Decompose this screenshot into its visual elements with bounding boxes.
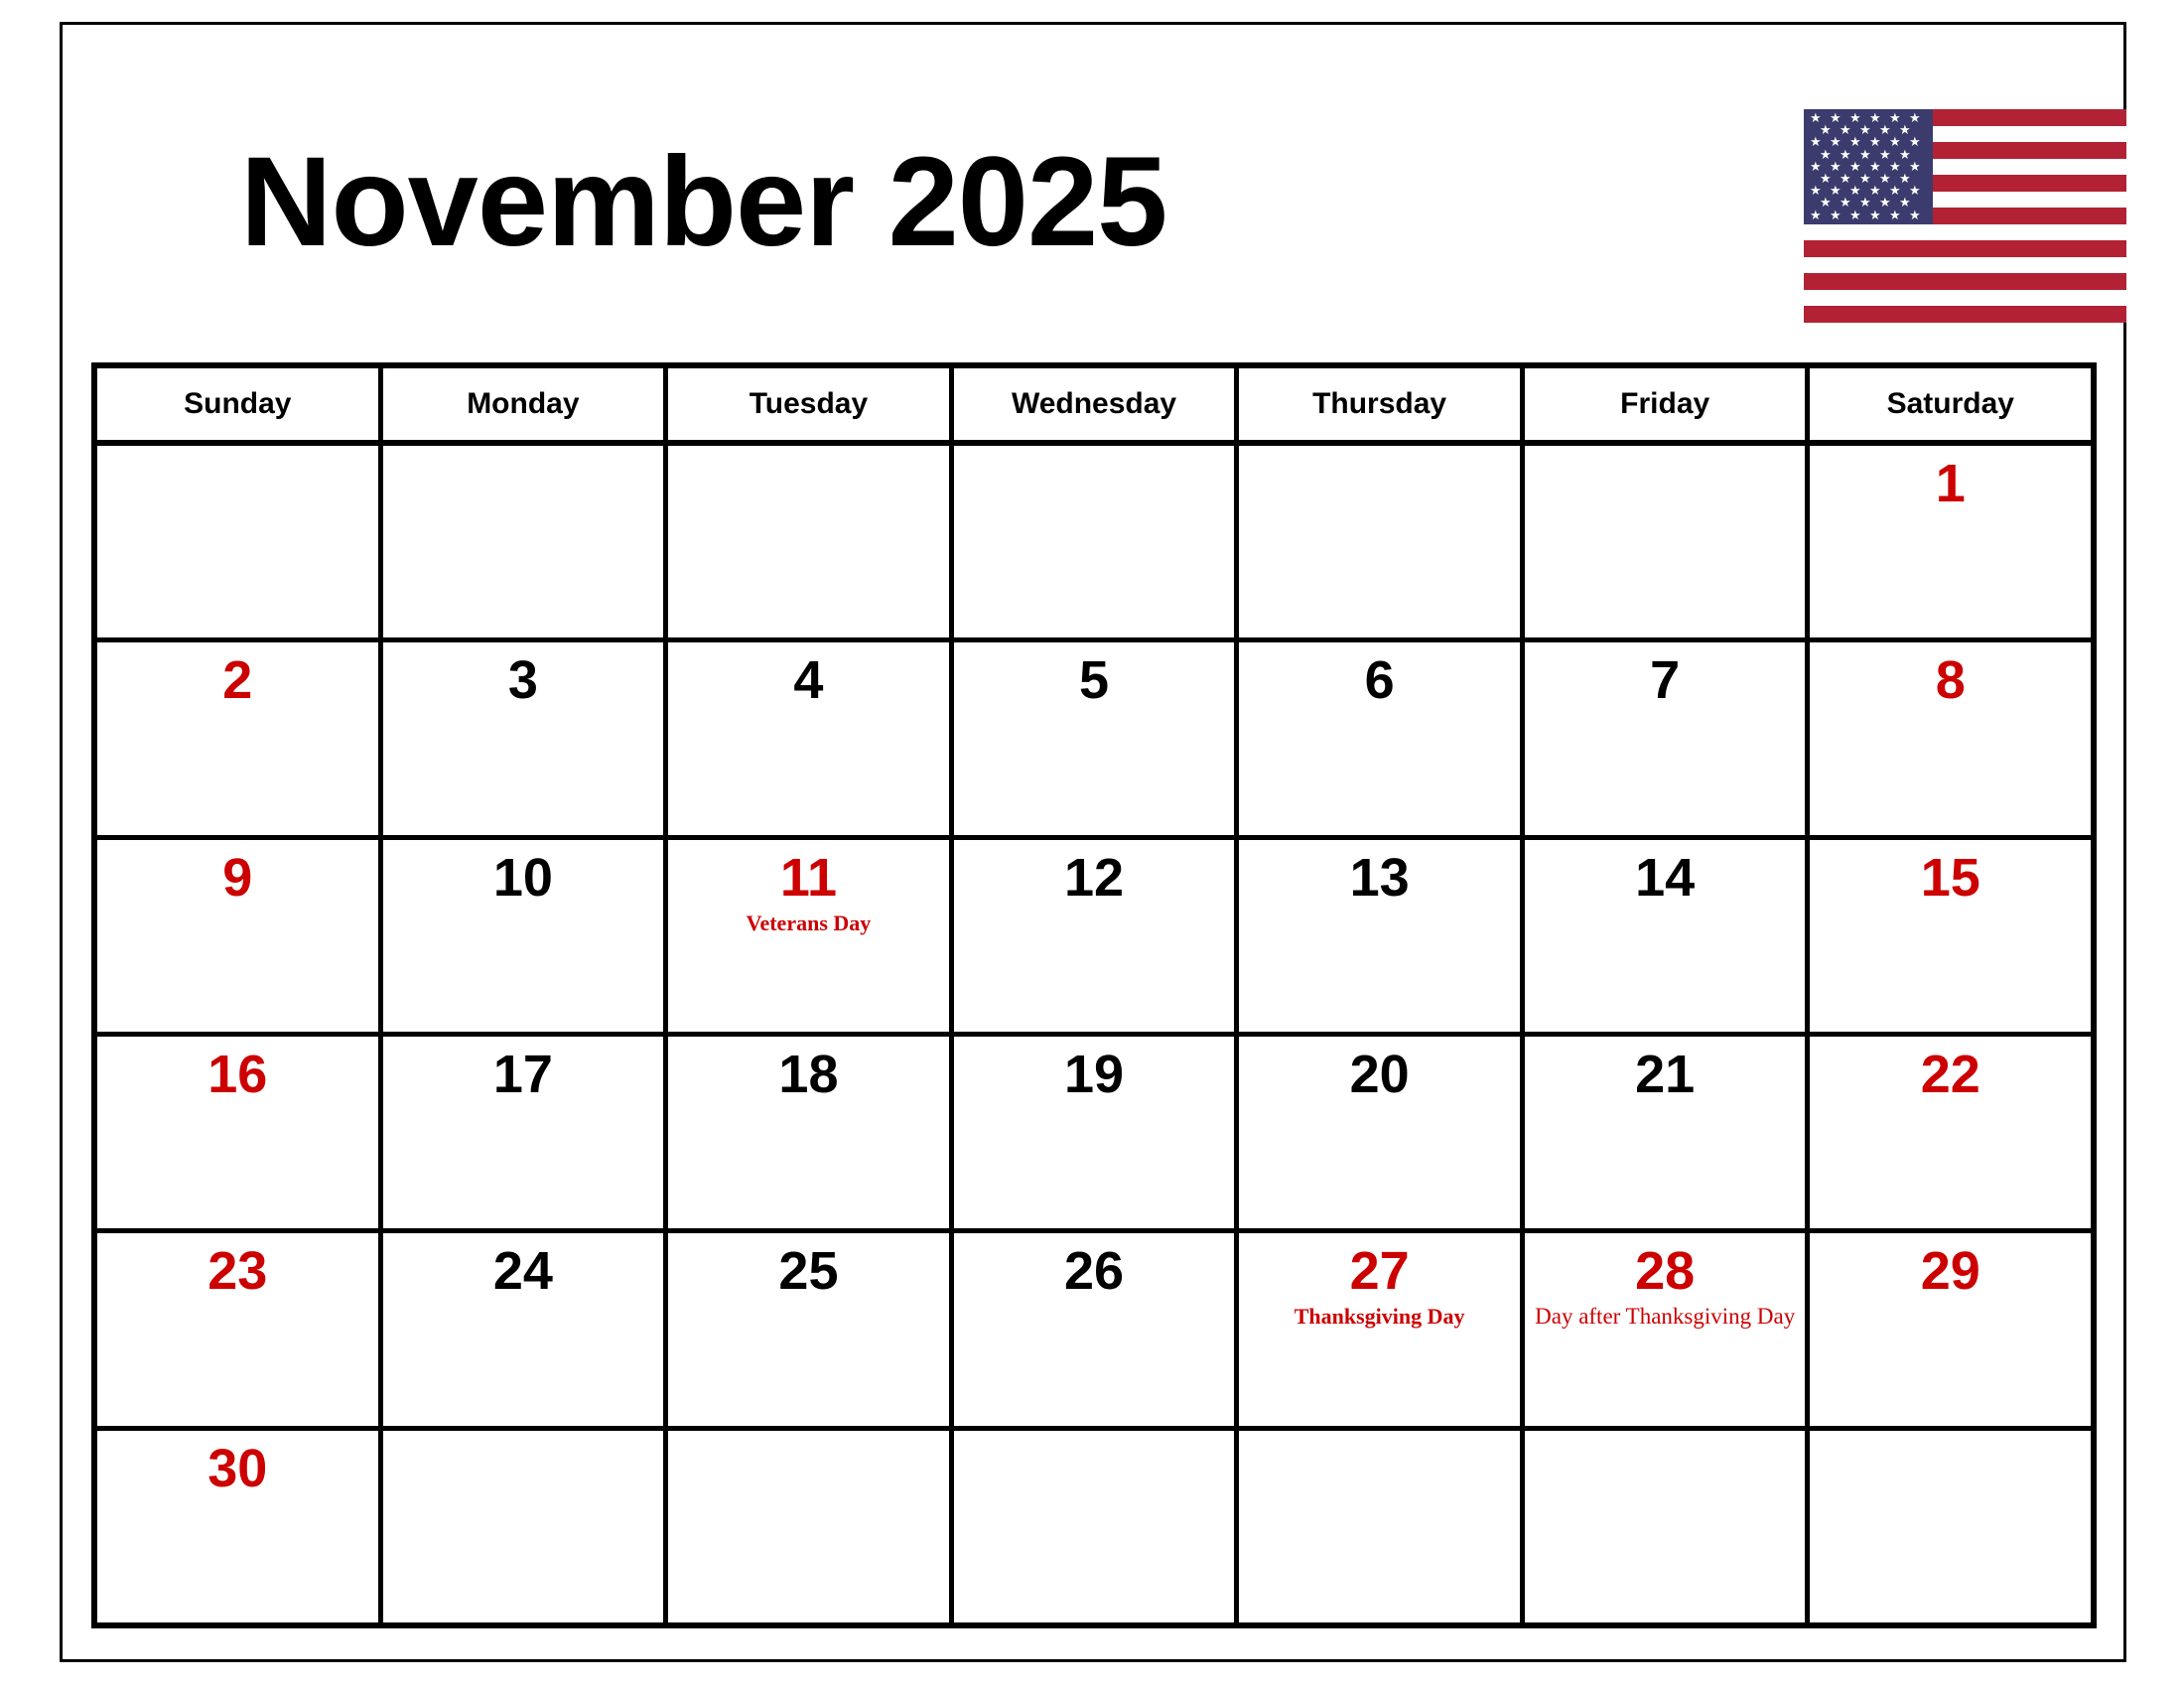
calendar-day-4[interactable] — [668, 642, 954, 834]
calendar-day-18[interactable] — [668, 1037, 954, 1228]
flag-canton — [1804, 109, 1933, 224]
calendar-day-empty — [1525, 446, 1811, 637]
calendar-day-12[interactable] — [954, 840, 1240, 1032]
flag-star: ★ — [1830, 159, 1842, 175]
calendar-day-22[interactable] — [1810, 1037, 2091, 1228]
day-number: 21 — [1635, 1044, 1696, 1104]
flag-star: ★ — [1889, 184, 1901, 200]
calendar-day-24[interactable] — [383, 1233, 669, 1425]
flag-stripe — [1804, 306, 2126, 323]
day-number: 7 — [1650, 650, 1681, 711]
day-number: 25 — [778, 1241, 839, 1302]
flag-star: ★ — [1859, 172, 1871, 187]
calendar-day-empty — [1810, 1431, 2091, 1622]
weekday-header-saturday: Saturday — [1886, 387, 2014, 420]
day-number: 3 — [507, 650, 538, 711]
day-number: 5 — [1079, 650, 1110, 711]
flag-star: ★ — [1889, 111, 1901, 126]
flag-star: ★ — [1859, 147, 1871, 163]
calendar-day-10[interactable] — [383, 840, 669, 1032]
calendar-week-row — [97, 642, 2091, 839]
flag-star: ★ — [1879, 196, 1891, 211]
calendar-day-21[interactable] — [1525, 1037, 1811, 1228]
calendar-week-row — [97, 1431, 2091, 1622]
calendar-grid — [91, 362, 2097, 1628]
calendar-day-empty — [1239, 446, 1525, 637]
weekday-header-tuesday: Tuesday — [668, 368, 954, 440]
flag-star: ★ — [1889, 159, 1901, 175]
calendar-day-empty — [383, 446, 669, 637]
weekday-header-sunday: Sunday — [97, 368, 383, 440]
calendar-day-13[interactable] — [1239, 840, 1525, 1032]
flag-star: ★ — [1820, 196, 1832, 211]
calendar-day-3[interactable] — [383, 642, 669, 834]
day-event-label: Day after Thanksgiving Day — [1535, 1304, 1796, 1330]
calendar-day-17[interactable] — [383, 1037, 669, 1228]
calendar-header — [91, 60, 2097, 338]
calendar-day-19[interactable] — [954, 1037, 1240, 1228]
calendar-week-row — [97, 840, 2091, 1037]
day-number: 12 — [1063, 847, 1125, 908]
day-number: 28 — [1635, 1241, 1696, 1302]
day-number: 22 — [1920, 1044, 1980, 1104]
flag-star: ★ — [1830, 208, 1842, 223]
flag-star: ★ — [1859, 196, 1871, 211]
flag-star: ★ — [1899, 123, 1911, 139]
day-number: 24 — [492, 1241, 553, 1302]
weekday-header-monday: Monday — [383, 368, 669, 440]
flag-star: ★ — [1830, 135, 1842, 151]
flag-star: ★ — [1849, 208, 1861, 223]
flag-star: ★ — [1810, 184, 1822, 200]
flag-star: ★ — [1899, 196, 1911, 211]
flag-star: ★ — [1899, 172, 1911, 187]
calendar-day-empty — [97, 446, 383, 637]
calendar-day-27[interactable] — [1239, 1233, 1525, 1425]
flag-star: ★ — [1810, 135, 1822, 151]
day-number: 10 — [492, 847, 553, 908]
day-number: 20 — [1349, 1044, 1410, 1104]
day-number: 2 — [222, 650, 253, 711]
flag-star: ★ — [1840, 196, 1851, 211]
day-event-label: Thanksgiving Day — [1294, 1304, 1465, 1330]
flag-star: ★ — [1849, 184, 1861, 200]
flag-stripe — [1804, 273, 2126, 290]
page-title: November 2025 — [240, 131, 1167, 273]
calendar-week-row — [97, 446, 2091, 642]
flag-star: ★ — [1810, 208, 1822, 223]
flag-star: ★ — [1909, 159, 1921, 175]
calendar-day-empty — [1525, 1431, 1811, 1622]
flag-star: ★ — [1909, 208, 1921, 223]
day-number: 9 — [222, 847, 253, 908]
day-number: 23 — [207, 1241, 268, 1302]
flag-star: ★ — [1830, 184, 1842, 200]
weekday-header-thursday: Thursday — [1239, 368, 1525, 440]
flag-star: ★ — [1820, 123, 1832, 139]
flag-star: ★ — [1810, 159, 1822, 175]
weeks-container — [97, 446, 2091, 1622]
flag-star: ★ — [1909, 135, 1921, 151]
flag-star: ★ — [1879, 172, 1891, 187]
flag-star: ★ — [1869, 208, 1881, 223]
day-number: 6 — [1364, 650, 1395, 711]
calendar-day-empty — [668, 1431, 954, 1622]
weekday-header-wednesday: Wednesday — [954, 368, 1240, 440]
day-number: 15 — [1920, 847, 1980, 908]
weekday-header-friday: Friday — [1525, 368, 1811, 440]
day-number: 18 — [778, 1044, 839, 1104]
us-flag-icon — [1804, 109, 2126, 323]
flag-star: ★ — [1810, 111, 1822, 126]
calendar-day-1[interactable] — [1810, 446, 2091, 637]
calendar-day-11[interactable] — [668, 840, 954, 1032]
flag-star: ★ — [1879, 147, 1891, 163]
calendar-day-empty — [668, 446, 954, 637]
day-number: 1 — [1935, 454, 1966, 513]
calendar-day-15[interactable] — [1810, 840, 2091, 1032]
flag-star: ★ — [1830, 111, 1842, 126]
weekday-header-row — [97, 368, 2091, 446]
flag-stripe — [1804, 290, 2126, 307]
day-number: 30 — [207, 1438, 268, 1498]
calendar-day-25[interactable] — [668, 1233, 954, 1425]
flag-star: ★ — [1840, 172, 1851, 187]
flag-star: ★ — [1869, 111, 1881, 126]
flag-stripe — [1804, 257, 2126, 274]
calendar-day-empty — [954, 446, 1240, 637]
flag-star: ★ — [1889, 208, 1901, 223]
day-number: 17 — [492, 1044, 553, 1104]
flag-star: ★ — [1859, 123, 1871, 139]
calendar-day-2[interactable] — [97, 642, 383, 834]
calendar-week-row — [97, 1233, 2091, 1430]
calendar-day-14[interactable] — [1525, 840, 1811, 1032]
flag-star: ★ — [1909, 111, 1921, 126]
flag-star: ★ — [1840, 147, 1851, 163]
day-number: 4 — [793, 650, 824, 711]
calendar-day-9[interactable] — [97, 840, 383, 1032]
calendar-day-23[interactable] — [97, 1233, 383, 1425]
day-number: 27 — [1349, 1241, 1410, 1302]
calendar-day-empty — [383, 1431, 669, 1622]
calendar-day-5[interactable] — [954, 642, 1240, 834]
flag-star: ★ — [1849, 135, 1861, 151]
day-number: 11 — [779, 847, 837, 908]
flag-star: ★ — [1899, 147, 1911, 163]
day-event-label: Veterans Day — [746, 910, 872, 935]
flag-stripe — [1804, 240, 2126, 257]
calendar-week-row — [97, 1037, 2091, 1233]
calendar-day-30[interactable] — [97, 1431, 383, 1622]
day-number: 8 — [1935, 650, 1966, 711]
calendar-day-6[interactable] — [1239, 642, 1525, 834]
flag-star: ★ — [1869, 184, 1881, 200]
day-number: 16 — [207, 1044, 268, 1104]
day-number: 13 — [1349, 847, 1410, 908]
flag-star: ★ — [1820, 147, 1832, 163]
flag-star: ★ — [1820, 172, 1832, 187]
day-number: 29 — [1920, 1241, 1980, 1302]
calendar-day-28[interactable] — [1525, 1233, 1811, 1425]
flag-star: ★ — [1840, 123, 1851, 139]
calendar-day-16[interactable] — [97, 1037, 383, 1228]
flag-star: ★ — [1869, 135, 1881, 151]
calendar-day-8[interactable] — [1810, 642, 2091, 834]
flag-stripe — [1804, 224, 2126, 241]
calendar-day-20[interactable] — [1239, 1037, 1525, 1228]
calendar-day-empty — [954, 1431, 1240, 1622]
day-number: 19 — [1063, 1044, 1125, 1104]
flag-star: ★ — [1849, 159, 1861, 175]
calendar-day-empty — [1239, 1431, 1525, 1622]
flag-star: ★ — [1879, 123, 1891, 139]
day-number: 14 — [1635, 847, 1696, 908]
flag-star: ★ — [1869, 159, 1881, 175]
flag-star: ★ — [1889, 135, 1901, 151]
day-number: 26 — [1063, 1241, 1125, 1302]
flag-star: ★ — [1909, 184, 1921, 200]
flag-star: ★ — [1849, 111, 1861, 126]
calendar-day-26[interactable] — [954, 1233, 1240, 1425]
calendar-day-7[interactable] — [1525, 642, 1811, 834]
calendar-day-29[interactable] — [1810, 1233, 2091, 1425]
